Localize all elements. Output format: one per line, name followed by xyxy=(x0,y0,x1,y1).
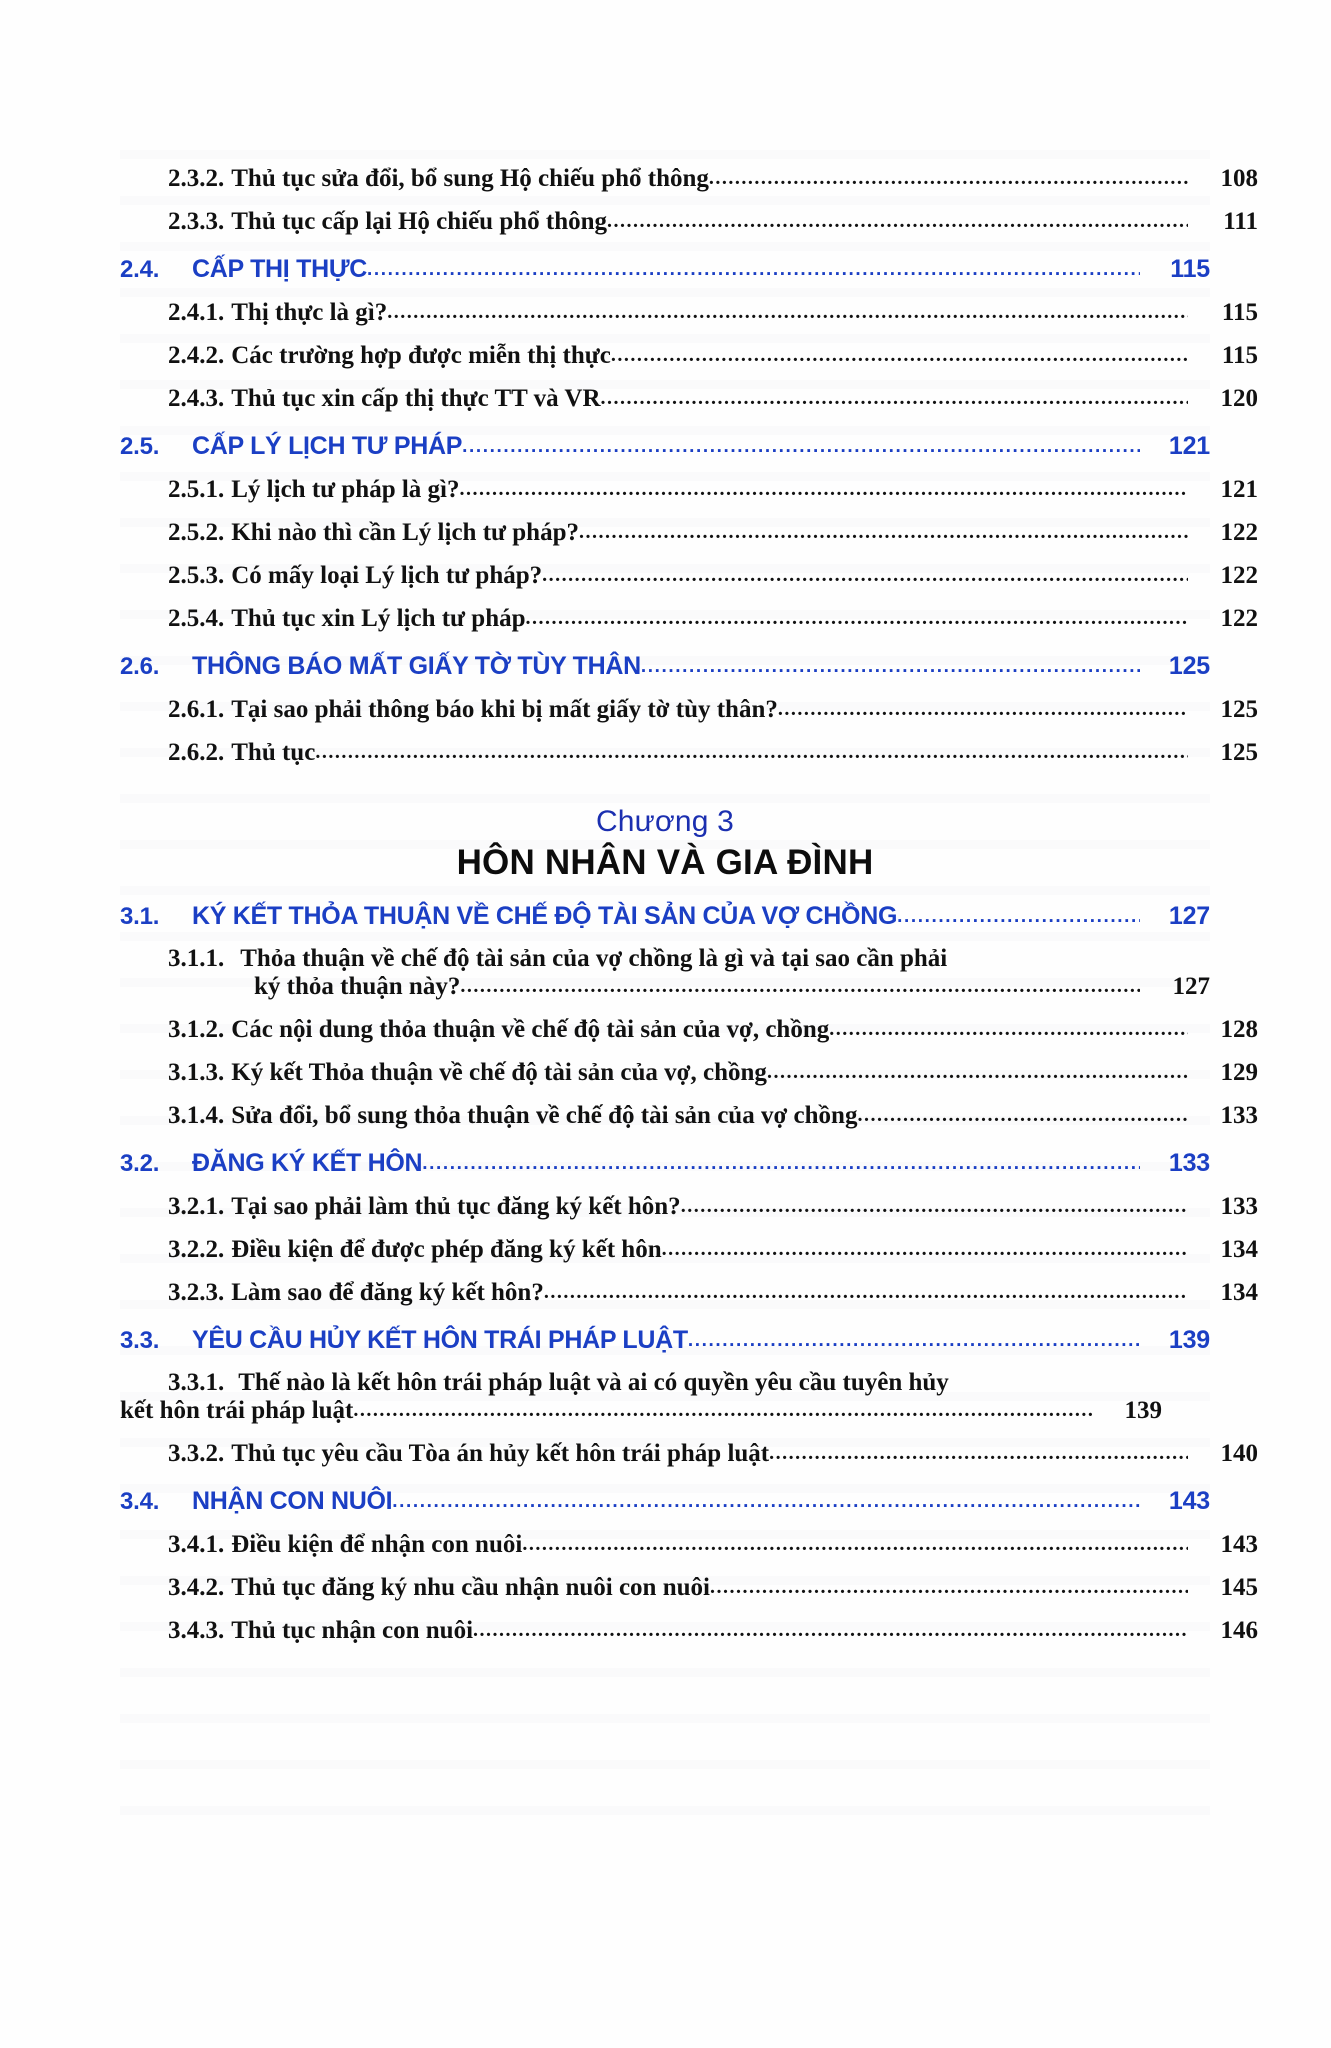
toc-entry[interactable] xyxy=(120,1192,1258,1221)
toc-entry-page: 115 xyxy=(1221,299,1258,326)
toc-entry-page: 122 xyxy=(1220,562,1258,589)
toc-entry-section[interactable] xyxy=(120,652,1210,681)
toc-entry-number: 3.1.2. xyxy=(168,1016,225,1044)
toc-entry-number: 3.1.1. xyxy=(168,945,225,973)
toc-entry-number: 3.4.2. xyxy=(168,1574,225,1602)
toc-entry-title: Tại sao phải làm thủ tục đăng ký kết hôn? xyxy=(231,1193,681,1221)
toc-entry-title: Thủ tục xin cấp thị thực TT và VR xyxy=(231,385,601,412)
toc-entry-number: 3.3. xyxy=(120,1327,160,1355)
toc-entry-page: 133 xyxy=(1220,1102,1258,1130)
toc-leader-dots xyxy=(769,1437,1188,1466)
toc-leader-dots xyxy=(579,516,1188,545)
toc-entry-title: KÝ KẾT THỎA THUẬN VỀ CHẾ ĐỘ TÀI SẢN CỦA VỢ CHỒNG xyxy=(192,902,898,931)
toc-entry-page: 133 xyxy=(1220,1193,1258,1221)
toc-leader-dots xyxy=(681,1190,1188,1219)
toc-entry-number: 3.3.1. xyxy=(168,1369,225,1397)
toc-leader-dots xyxy=(462,430,1140,459)
toc-entry[interactable] xyxy=(120,695,1258,724)
toc-entry-page: 145 xyxy=(1220,1574,1258,1602)
toc-entry-page: 139 xyxy=(1124,1397,1162,1425)
toc-entry-title: Có mấy loại Lý lịch tư pháp? xyxy=(231,562,543,589)
toc-entry-page: 121 xyxy=(1220,476,1258,503)
toc-entry-number: 2.3.3. xyxy=(168,208,225,235)
toc-entry-number: 2.4.3. xyxy=(168,385,225,412)
toc-entry-page: 125 xyxy=(1168,652,1210,680)
chapter-title: HÔN NHÂN VÀ GIA ĐÌNH xyxy=(456,843,874,882)
toc-entry[interactable] xyxy=(120,384,1258,413)
toc-entry-title-line2: kết hôn trái pháp luật xyxy=(120,1397,354,1425)
toc-leader-dots xyxy=(857,1099,1188,1128)
toc-entry[interactable] xyxy=(120,1235,1258,1264)
toc-entry-number: 3.2. xyxy=(120,1150,160,1178)
toc-leader-dots xyxy=(710,1571,1188,1600)
toc-entry-number: 2.6. xyxy=(120,653,160,681)
toc-leader-dots xyxy=(460,473,1189,502)
toc-entry-title: NHẬN CON NUÔI xyxy=(192,1487,393,1516)
toc-entry[interactable] xyxy=(120,1058,1258,1087)
toc-entry-title: Thị thực là gì? xyxy=(231,299,388,326)
toc-entry-page: 127 xyxy=(1168,902,1210,931)
toc-entry-title: Thủ tục xin Lý lịch tư pháp xyxy=(231,605,526,632)
toc-entry-number: 3.2.2. xyxy=(168,1236,225,1264)
toc-entry-title: Lý lịch tư pháp là gì? xyxy=(231,476,460,503)
toc-entry-number: 3.3.2. xyxy=(168,1440,225,1468)
toc-entry-section[interactable] xyxy=(120,1149,1210,1178)
toc-entry-number: 2.3.2. xyxy=(168,165,225,192)
toc-entry-title: Khi nào thì cần Lý lịch tư pháp? xyxy=(231,519,579,546)
toc-entry-page: 129 xyxy=(1220,1059,1258,1087)
toc-entry-page: 134 xyxy=(1220,1236,1258,1264)
toc-entry-number: 3.4.1. xyxy=(168,1531,225,1559)
toc-entry-number: 3.2.1. xyxy=(168,1193,225,1221)
toc-leader-dots xyxy=(767,1056,1188,1085)
chapter-number-label: Chương 3 xyxy=(595,805,735,838)
toc-entry[interactable] xyxy=(120,1439,1258,1468)
toc-entry-page: 134 xyxy=(1220,1279,1258,1307)
toc-entry-page: 122 xyxy=(1220,605,1258,632)
toc-entry-number: 2.5.3. xyxy=(168,562,225,589)
toc-leader-dots xyxy=(473,1614,1188,1643)
toc-entry-number: 2.4. xyxy=(120,256,160,284)
toc-leader-dots xyxy=(662,1233,1188,1262)
toc-entry[interactable] xyxy=(120,1573,1258,1602)
toc-entry[interactable] xyxy=(120,1369,1210,1425)
toc-entry[interactable] xyxy=(120,475,1258,504)
toc-leader-dots xyxy=(829,1013,1188,1042)
toc-entry-page: 128 xyxy=(1220,1016,1258,1044)
toc-section-chapter3 xyxy=(120,902,1258,1645)
toc-entry[interactable] xyxy=(120,1015,1258,1044)
toc-entry-page: 125 xyxy=(1220,696,1258,723)
toc-entry-page: 122 xyxy=(1220,519,1258,546)
toc-entry-title-line1: Thỏa thuận về chế độ tài sản của vợ chồng là gì và tại sao cần phải xyxy=(240,945,948,973)
toc-entry[interactable] xyxy=(120,164,1258,193)
toc-leader-dots xyxy=(460,971,1140,999)
toc-entry[interactable] xyxy=(120,1101,1258,1130)
toc-entry-title: Tại sao phải thông báo khi bị mất giấy tờ tùy thân? xyxy=(231,696,778,723)
toc-entry-page: 115 xyxy=(1221,342,1258,369)
toc-entry-page: 146 xyxy=(1220,1617,1258,1645)
toc-entry-title: CẤP LÝ LỊCH TƯ PHÁP xyxy=(192,432,463,460)
toc-entry-page: 121 xyxy=(1168,432,1210,460)
toc-entry-section[interactable] xyxy=(120,255,1210,284)
toc-entry[interactable] xyxy=(120,341,1258,370)
toc-leader-dots xyxy=(353,1395,1092,1423)
toc-entry[interactable] xyxy=(120,561,1258,590)
toc-entry-title: Điều kiện để nhận con nuôi xyxy=(231,1531,523,1559)
toc-entry-number: 3.1. xyxy=(120,903,160,931)
toc-leader-dots xyxy=(422,1147,1140,1176)
toc-entry-title: Làm sao để đăng ký kết hôn? xyxy=(231,1279,544,1307)
toc-entry-title: Thủ tục nhận con nuôi xyxy=(231,1617,474,1645)
toc-entry[interactable] xyxy=(120,945,1210,1001)
toc-entry-number: 3.4. xyxy=(120,1488,160,1516)
toc-entry-page: 115 xyxy=(1170,255,1210,283)
toc-leader-dots xyxy=(688,1324,1140,1353)
toc-entry[interactable] xyxy=(120,738,1258,767)
toc-entry-section[interactable] xyxy=(120,902,1210,931)
toc-leader-dots xyxy=(387,296,1188,325)
toc-entry-title: THÔNG BÁO MẤT GIẤY TỜ TÙY THÂN xyxy=(192,652,641,680)
toc-entry[interactable] xyxy=(120,298,1258,327)
toc-entry-title: CẤP THỊ THỰC xyxy=(192,255,368,283)
toc-leader-dots xyxy=(601,382,1188,411)
toc-entry-title: Thủ tục cấp lại Hộ chiếu phổ thông xyxy=(231,208,608,235)
toc-entry-title: Các nội dung thỏa thuận về chế độ tài sản của vợ, chồng xyxy=(231,1016,830,1044)
toc-entry-page: 108 xyxy=(1220,165,1258,192)
toc-entry[interactable] xyxy=(120,1616,1258,1645)
toc-entry-title: Thủ tục đăng ký nhu cầu nhận nuôi con nuôi xyxy=(231,1574,710,1602)
toc-entry-number: 2.6.1. xyxy=(168,696,225,723)
toc-leader-dots xyxy=(897,900,1140,929)
toc-entry-title: ĐĂNG KÝ KẾT HÔN xyxy=(192,1149,423,1178)
toc-entry-number: 2.5. xyxy=(120,433,160,461)
toc-entry-number: 2.5.4. xyxy=(168,605,225,632)
toc-entry-page: 143 xyxy=(1220,1531,1258,1559)
toc-entry-page: 120 xyxy=(1220,385,1258,412)
toc-entry-page: 111 xyxy=(1223,208,1258,235)
toc-entry-title: Sửa đổi, bổ sung thỏa thuận về chế độ tài sản của vợ chồng xyxy=(231,1102,858,1130)
toc-entry-title: Thủ tục sửa đổi, bổ sung Hộ chiếu phổ thông xyxy=(231,165,709,192)
toc-entry[interactable] xyxy=(120,1278,1258,1307)
toc-entry[interactable] xyxy=(120,207,1258,236)
toc-leader-dots xyxy=(367,253,1140,282)
toc-leader-dots xyxy=(611,339,1188,368)
toc-entry-number: 2.5.2. xyxy=(168,519,225,546)
toc-entry-number: 3.2.3. xyxy=(168,1279,225,1307)
toc-entry-number: 3.1.4. xyxy=(168,1102,225,1130)
toc-leader-dots xyxy=(522,1528,1188,1557)
toc-entry-title: YÊU CẦU HỦY KẾT HÔN TRÁI PHÁP LUẬT xyxy=(192,1326,688,1355)
toc-entry-number: 3.4.3. xyxy=(168,1617,225,1645)
toc-entry-title-line1: Thế nào là kết hôn trái pháp luật và ai có quyền yêu cầu tuyên hủy xyxy=(238,1369,949,1397)
toc-entry-number: 2.6.2. xyxy=(168,739,225,766)
toc-leader-dots xyxy=(709,162,1188,191)
toc-entry-number: 2.5.1. xyxy=(168,476,225,503)
toc-leader-dots xyxy=(544,1276,1188,1305)
toc-leader-dots xyxy=(607,205,1188,234)
toc-leader-dots xyxy=(526,602,1188,631)
toc-entry-title: Các trường hợp được miễn thị thực xyxy=(231,342,611,369)
toc-section-chapter2 xyxy=(120,164,1258,767)
toc-entry-page: 139 xyxy=(1168,1326,1210,1355)
toc-entry-number: 3.1.3. xyxy=(168,1059,225,1087)
toc-leader-dots xyxy=(315,736,1188,765)
toc-entry-section[interactable] xyxy=(120,1487,1210,1516)
toc-entry[interactable] xyxy=(120,604,1258,633)
toc-leader-dots xyxy=(392,1485,1140,1514)
toc-entry[interactable] xyxy=(120,518,1258,547)
toc-entry-title: Điều kiện để được phép đăng ký kết hôn xyxy=(231,1236,662,1264)
toc-leader-dots xyxy=(542,559,1188,588)
toc-entry-page: 143 xyxy=(1168,1487,1210,1516)
toc-entry-title: Ký kết Thỏa thuận về chế độ tài sản của vợ, chồng xyxy=(231,1059,767,1087)
toc-entry-page: 140 xyxy=(1220,1440,1258,1468)
toc-leader-dots xyxy=(641,650,1140,679)
toc-entry-title-line2: ký thỏa thuận này? xyxy=(254,973,461,1001)
toc-entry-section[interactable] xyxy=(120,432,1210,461)
chapter-heading-block xyxy=(120,805,1210,882)
toc-entry-page: 125 xyxy=(1220,739,1258,766)
toc-entry-page: 133 xyxy=(1168,1149,1210,1178)
toc-entry[interactable] xyxy=(120,1530,1258,1559)
toc-leader-dots xyxy=(778,693,1188,722)
toc-entry-number: 2.4.1. xyxy=(168,299,225,326)
toc-entry-title: Thủ tục xyxy=(231,739,316,766)
toc-entry-title: Thủ tục yêu cầu Tòa án hủy kết hôn trái pháp luật xyxy=(231,1440,770,1468)
toc-entry-number: 2.4.2. xyxy=(168,342,225,369)
toc-entry-section[interactable] xyxy=(120,1326,1210,1355)
toc-entry-page: 127 xyxy=(1172,973,1210,1001)
table-of-contents xyxy=(120,150,1258,1659)
